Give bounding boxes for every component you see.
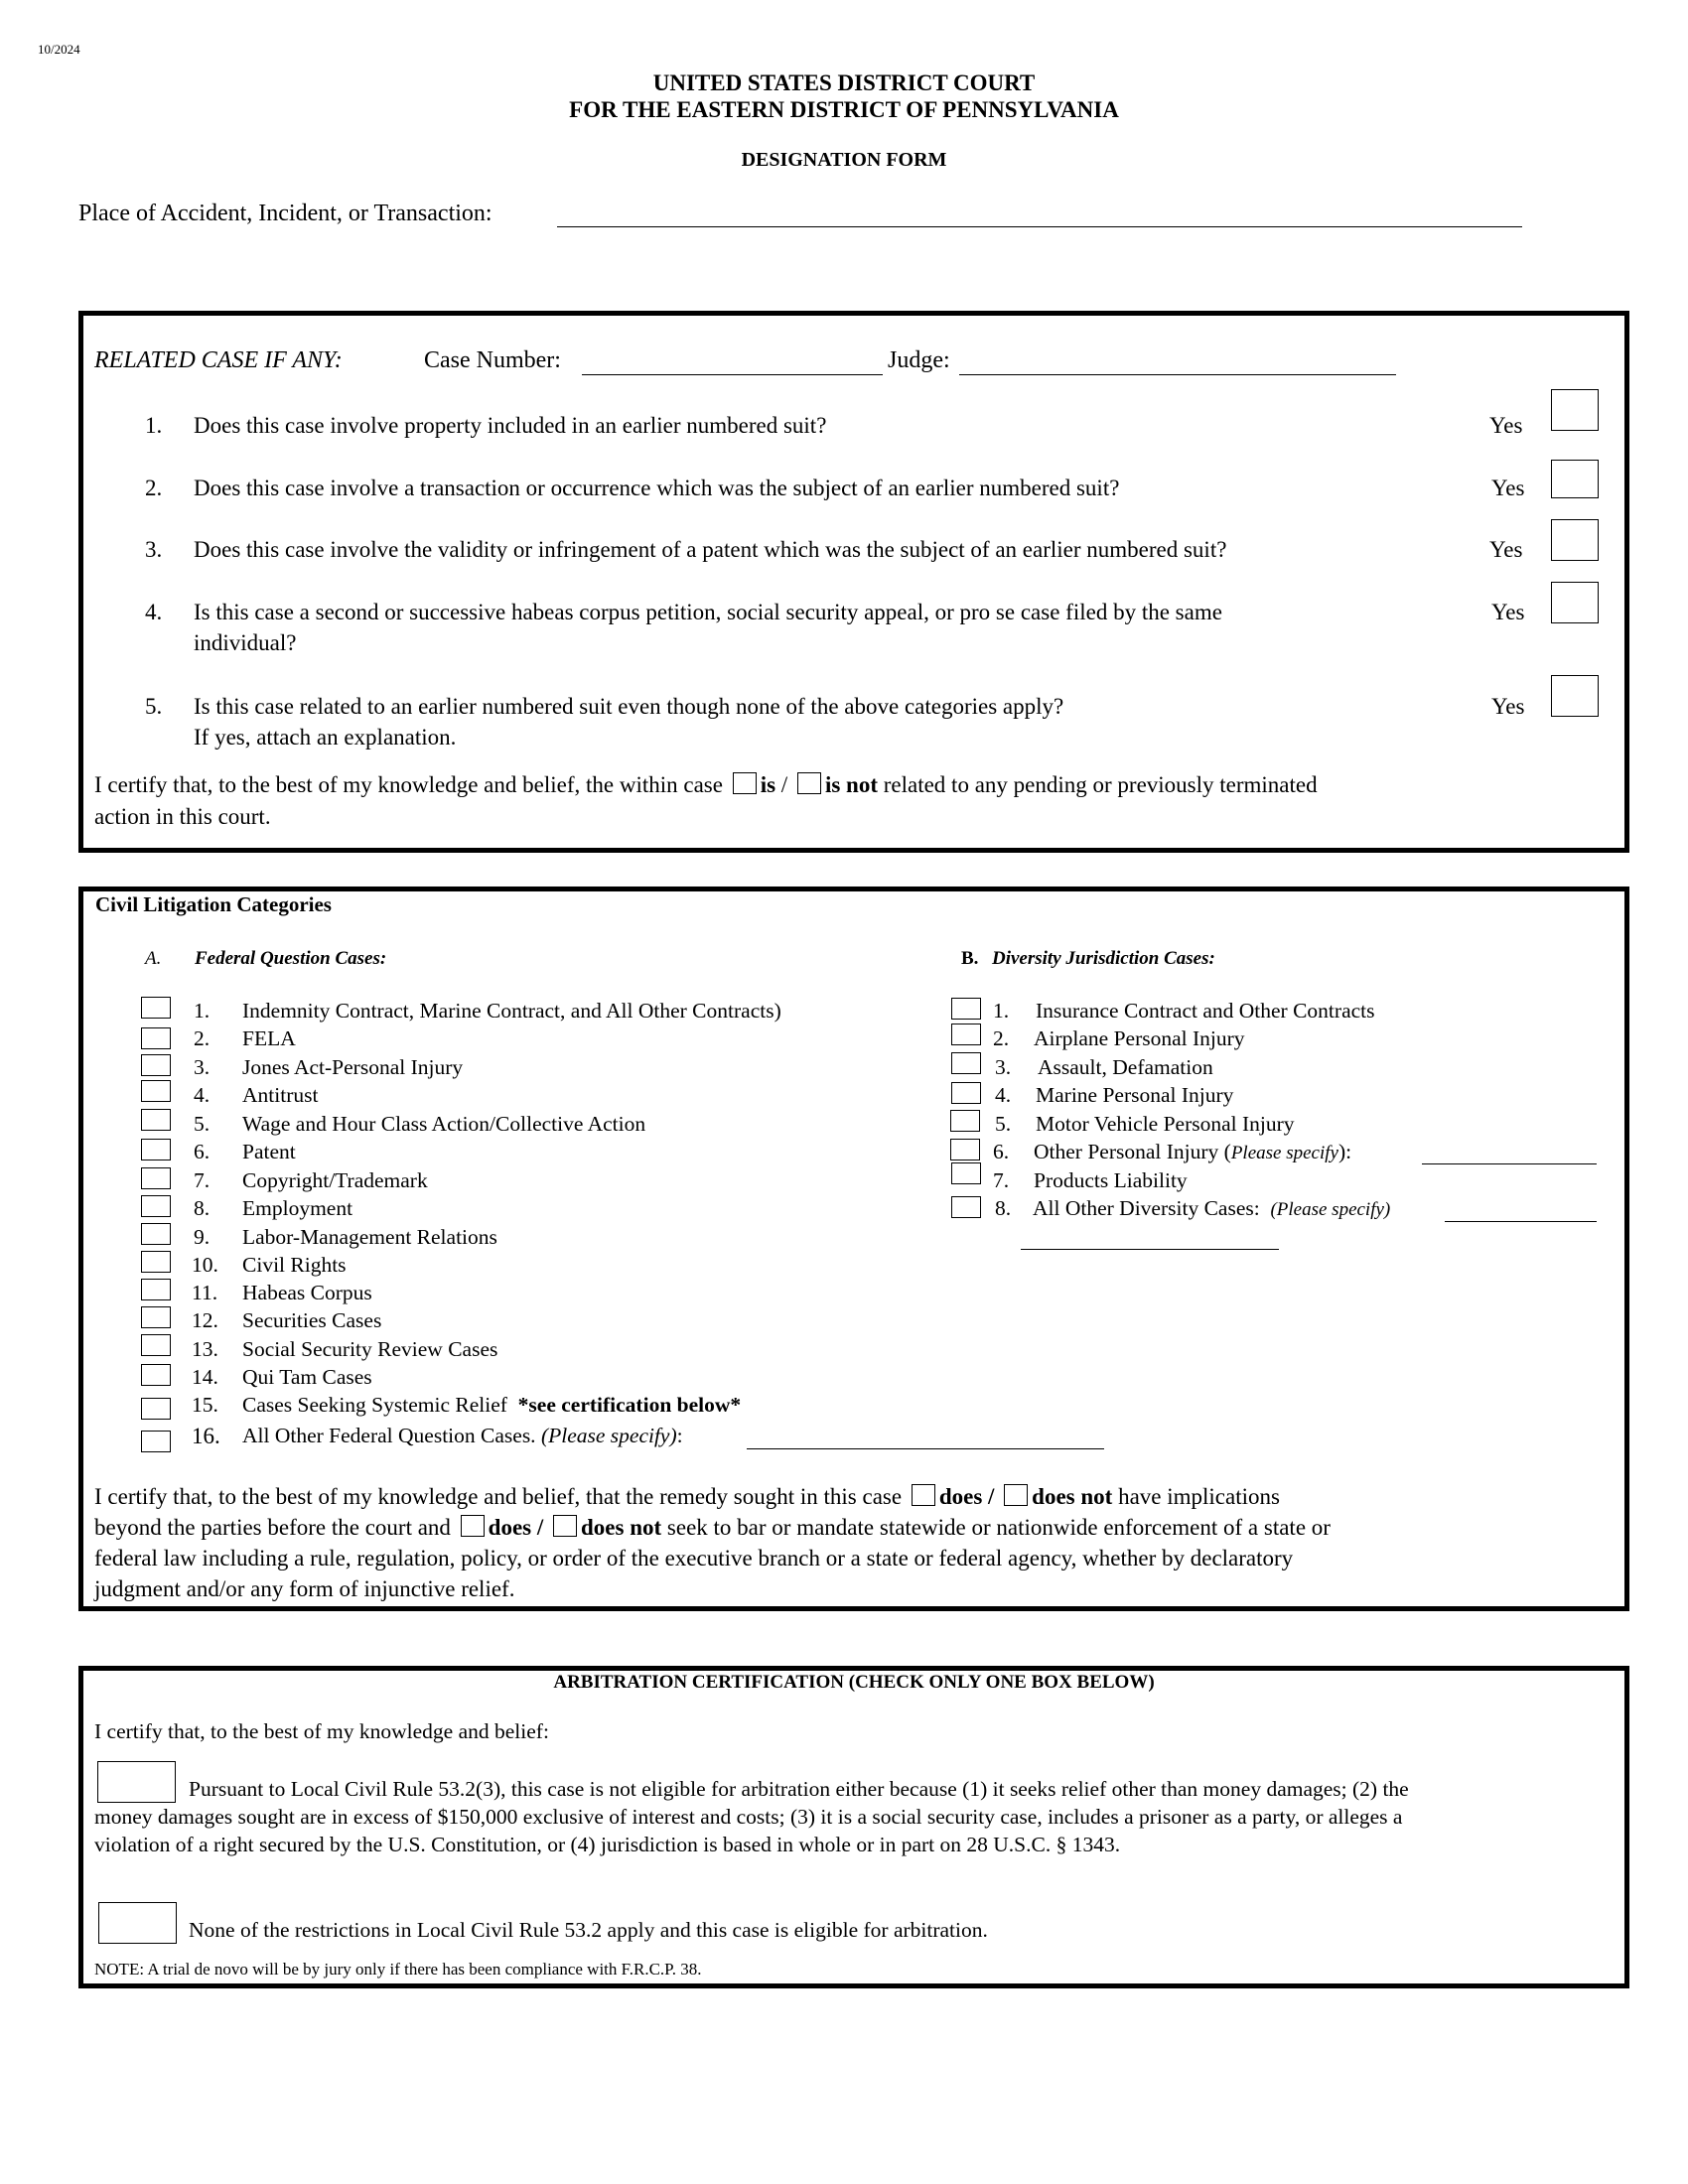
div-all-other-specify-input[interactable] bbox=[1445, 1221, 1597, 1222]
fq-checkbox-5[interactable] bbox=[141, 1109, 171, 1131]
div-num: 4. bbox=[995, 1083, 1012, 1107]
is-not-related-checkbox[interactable] bbox=[797, 772, 821, 794]
not-eligible-line2: money damages sought are in excess of $150,000 exclusive of interest and costs; (3) it is a social security case, includes a prisoner as a party, or alleges a bbox=[94, 1805, 1403, 1829]
colon: ): bbox=[1337, 1140, 1352, 1163]
certify-text: I certify that, to the best of my knowledge and belief, that the remedy sought in this case bbox=[94, 1484, 903, 1509]
not-eligible-line3: violation of a right secured by the U.S. Constitution, or (4) jurisdiction is based in whole or in part on 28 U.S.C. § 1343. bbox=[94, 1833, 1121, 1856]
form-version: 10/2024 bbox=[38, 42, 80, 57]
please-specify: (Please specify) bbox=[1270, 1199, 1391, 1220]
civil-title: Civil Litigation Categories bbox=[95, 892, 332, 916]
fq-checkbox-6[interactable] bbox=[141, 1139, 171, 1160]
fq-num: 6. bbox=[194, 1140, 211, 1163]
question-text: Is this case related to an earlier numbered suit even though none of the above categories apply? bbox=[194, 694, 1064, 719]
div-label-8 bbox=[1033, 1196, 1390, 1221]
question-number: 3. bbox=[145, 537, 163, 562]
fq-label: Employment bbox=[242, 1196, 353, 1220]
fq-label: Securities Cases bbox=[242, 1308, 382, 1332]
question-5-yes-checkbox[interactable] bbox=[1551, 675, 1599, 717]
question-text-cont: individual? bbox=[194, 630, 297, 655]
does-not-label: does not bbox=[1032, 1484, 1113, 1509]
court-name: UNITED STATES DISTRICT COURT bbox=[652, 70, 1036, 95]
fq-label: All Other Federal Question Cases. bbox=[242, 1424, 536, 1447]
systemic-certify-line1 bbox=[94, 1484, 1280, 1510]
div-checkbox-1[interactable] bbox=[951, 998, 981, 1020]
fq-label: Wage and Hour Class Action/Collective Action bbox=[242, 1112, 646, 1136]
yes-label: Yes bbox=[1489, 413, 1523, 438]
fq-num: 4. bbox=[194, 1083, 211, 1107]
section-a-title: Federal Question Cases: bbox=[195, 948, 387, 969]
case-number-input[interactable] bbox=[582, 374, 883, 375]
div-checkbox-3[interactable] bbox=[951, 1052, 981, 1074]
div-num: 1. bbox=[993, 999, 1010, 1023]
enforcement-does-not-checkbox[interactable] bbox=[553, 1515, 577, 1537]
fq-checkbox-2[interactable] bbox=[141, 1027, 171, 1049]
fq-label: Jones Act-Personal Injury bbox=[242, 1055, 464, 1079]
fq-num: 14. bbox=[192, 1365, 218, 1389]
certify-text: beyond the parties before the court and bbox=[94, 1515, 451, 1540]
is-not-label: is not bbox=[824, 772, 878, 797]
fq-num: 11. bbox=[192, 1281, 218, 1304]
question-text: Does this case involve property included in an earlier numbered suit? bbox=[194, 413, 827, 438]
div-num: 3. bbox=[995, 1055, 1012, 1079]
div-num: 2. bbox=[993, 1026, 1010, 1050]
div-label: Marine Personal Injury bbox=[1036, 1083, 1234, 1107]
div-label: Insurance Contract and Other Contracts bbox=[1036, 999, 1375, 1023]
fq-num: 2. bbox=[194, 1026, 211, 1050]
fq-label: FELA bbox=[242, 1026, 296, 1050]
fq-checkbox-3[interactable] bbox=[141, 1054, 171, 1076]
judge-label: Judge: bbox=[888, 347, 950, 373]
fq-num: 7. bbox=[194, 1168, 211, 1192]
section-b-title: Diversity Jurisdiction Cases: bbox=[992, 948, 1215, 969]
div-label: All Other Diversity Cases: bbox=[1033, 1196, 1260, 1220]
div-checkbox-4[interactable] bbox=[951, 1082, 981, 1104]
separator: / bbox=[780, 772, 788, 797]
trial-de-novo-note: NOTE: A trial de novo will be by jury only if there has been compliance with F.R.C.P. 38. bbox=[94, 1960, 702, 1979]
systemic-certify-line4: judgment and/or any form of injunctive relief. bbox=[94, 1576, 515, 1601]
eligible-checkbox[interactable] bbox=[98, 1902, 177, 1944]
systemic-certify-line3: federal law including a rule, regulation, policy, or order of the executive branch or a state or federal agency, whether by declaratory bbox=[94, 1546, 1294, 1570]
yes-label: Yes bbox=[1491, 694, 1525, 719]
fq-label-15 bbox=[242, 1393, 741, 1418]
section-a-letter: A. bbox=[145, 948, 162, 969]
question-number: 4. bbox=[145, 600, 163, 624]
fq-checkbox-12[interactable] bbox=[141, 1306, 171, 1328]
fq-label: Civil Rights bbox=[242, 1253, 347, 1277]
yes-label: Yes bbox=[1491, 600, 1525, 624]
fq-label: Labor-Management Relations bbox=[242, 1225, 497, 1249]
fq-num: 5. bbox=[194, 1112, 211, 1136]
div-num: 5. bbox=[995, 1112, 1012, 1136]
place-input[interactable] bbox=[557, 226, 1522, 227]
question-number: 5. bbox=[145, 694, 163, 719]
yes-label: Yes bbox=[1489, 537, 1523, 562]
fq-label: Qui Tam Cases bbox=[242, 1365, 372, 1389]
does-label: does / bbox=[938, 1484, 995, 1509]
systemic-certify-line2 bbox=[94, 1515, 1331, 1541]
fq-checkbox-8[interactable] bbox=[141, 1195, 171, 1217]
does-not-label: does not bbox=[581, 1515, 662, 1540]
fq-label: Social Security Review Cases bbox=[242, 1337, 498, 1361]
does-label: does / bbox=[488, 1515, 544, 1540]
fq-num: 12. bbox=[192, 1308, 218, 1332]
fq-num: 15. bbox=[192, 1393, 218, 1417]
eligible-text: None of the restrictions in Local Civil Rule 53.2 apply and this case is eligible for arbitration. bbox=[189, 1918, 988, 1942]
div-num: 6. bbox=[993, 1140, 1010, 1163]
is-label: is bbox=[760, 772, 776, 797]
div-num: 8. bbox=[995, 1196, 1012, 1220]
fq-num: 16. bbox=[192, 1424, 220, 1448]
related-certify-line2: action in this court. bbox=[94, 804, 271, 829]
fq-checkbox-11[interactable] bbox=[141, 1279, 171, 1300]
fq-checkbox-15[interactable] bbox=[141, 1398, 171, 1420]
div-checkbox-5[interactable] bbox=[950, 1110, 980, 1132]
div-checkbox-2[interactable] bbox=[951, 1024, 981, 1045]
question-text: Does this case involve the validity or infringement of a patent which was the subject of an earlier numbered suit? bbox=[194, 537, 1227, 562]
fq-label: Patent bbox=[242, 1140, 296, 1163]
fq-num: 9. bbox=[194, 1225, 211, 1249]
judge-input[interactable] bbox=[959, 374, 1396, 375]
fq-num: 3. bbox=[194, 1055, 211, 1079]
fq-checkbox-13[interactable] bbox=[141, 1334, 171, 1356]
related-certify-line1 bbox=[94, 772, 1318, 798]
fq-checkbox-10[interactable] bbox=[141, 1251, 171, 1273]
question-3-yes-checkbox[interactable] bbox=[1551, 519, 1599, 561]
remedy-does-not-checkbox[interactable] bbox=[1004, 1484, 1028, 1506]
div-other-pi-specify-input[interactable] bbox=[1422, 1163, 1597, 1164]
court-district: FOR THE EASTERN DISTRICT OF PENNSYLVANIA bbox=[569, 97, 1119, 122]
fq-label: Antitrust bbox=[242, 1083, 319, 1107]
question-4-yes-checkbox[interactable] bbox=[1551, 582, 1599, 623]
place-label: Place of Accident, Incident, or Transaction: bbox=[78, 201, 492, 226]
is-related-checkbox[interactable] bbox=[733, 772, 757, 794]
see-certification-note: *see certification below* bbox=[517, 1393, 742, 1417]
fq-other-specify-input[interactable] bbox=[747, 1448, 1104, 1449]
div-all-other-specify-input-line2[interactable] bbox=[1021, 1249, 1279, 1250]
arbitration-intro: I certify that, to the best of my knowledge and belief: bbox=[94, 1719, 549, 1743]
question-1-yes-checkbox[interactable] bbox=[1551, 389, 1599, 431]
div-label: Products Liability bbox=[1034, 1168, 1188, 1192]
fq-label: Cases Seeking Systemic Relief bbox=[242, 1393, 507, 1417]
div-num: 7. bbox=[993, 1168, 1010, 1192]
fq-checkbox-14[interactable] bbox=[141, 1364, 171, 1386]
fq-checkbox-7[interactable] bbox=[141, 1167, 171, 1189]
question-number: 1. bbox=[145, 413, 163, 438]
div-checkbox-8[interactable] bbox=[951, 1196, 981, 1218]
div-label: Assault, Defamation bbox=[1038, 1055, 1213, 1079]
fq-num: 8. bbox=[194, 1196, 211, 1220]
not-eligible-checkbox[interactable] bbox=[97, 1761, 176, 1803]
question-text: Is this case a second or successive habeas corpus petition, social security appeal, or pro se case filed by the same bbox=[194, 600, 1222, 624]
div-label: Airplane Personal Injury bbox=[1034, 1026, 1245, 1050]
div-label: Motor Vehicle Personal Injury bbox=[1036, 1112, 1295, 1136]
fq-num: 1. bbox=[194, 999, 211, 1023]
enforcement-does-checkbox[interactable] bbox=[461, 1515, 485, 1537]
fq-label: Indemnity Contract, Marine Contract, and All Other Contracts) bbox=[242, 999, 781, 1023]
please-specify: Please specify bbox=[1230, 1143, 1338, 1163]
fq-label: Habeas Corpus bbox=[242, 1281, 372, 1304]
div-label-6 bbox=[1034, 1140, 1351, 1164]
div-label: Other Personal Injury ( bbox=[1034, 1140, 1231, 1163]
div-checkbox-7[interactable] bbox=[951, 1162, 981, 1184]
fq-checkbox-4[interactable] bbox=[141, 1080, 171, 1102]
remedy-does-checkbox[interactable] bbox=[912, 1484, 935, 1506]
fq-num: 13. bbox=[192, 1337, 218, 1361]
question-2-yes-checkbox[interactable] bbox=[1551, 460, 1599, 498]
case-number-label: Case Number: bbox=[424, 347, 561, 373]
form-title: DESIGNATION FORM bbox=[741, 149, 947, 171]
colon: : bbox=[676, 1424, 683, 1447]
certify-text: seek to bar or mandate statewide or nationwide enforcement of a state or bbox=[666, 1515, 1331, 1540]
fq-checkbox-9[interactable] bbox=[141, 1223, 171, 1245]
section-b-letter: B. bbox=[961, 948, 979, 969]
arbitration-title: ARBITRATION CERTIFICATION (CHECK ONLY ONE BOX BELOW) bbox=[553, 1672, 1155, 1693]
fq-checkbox-16[interactable] bbox=[141, 1431, 171, 1452]
question-number: 2. bbox=[145, 476, 163, 500]
fq-label-16 bbox=[242, 1424, 683, 1448]
yes-label: Yes bbox=[1491, 476, 1525, 500]
fq-num: 10. bbox=[192, 1253, 218, 1277]
certify-text: have implications bbox=[1118, 1484, 1280, 1509]
question-text-cont: If yes, attach an explanation. bbox=[194, 725, 457, 750]
please-specify: (Please specify) bbox=[540, 1424, 677, 1447]
certify-text: I certify that, to the best of my knowledge and belief, the within case bbox=[94, 772, 723, 797]
div-checkbox-6[interactable] bbox=[950, 1139, 980, 1160]
fq-checkbox-1[interactable] bbox=[141, 997, 171, 1019]
related-case-heading: RELATED CASE IF ANY: bbox=[94, 347, 343, 373]
not-eligible-line1: Pursuant to Local Civil Rule 53.2(3), this case is not eligible for arbitration either because (1) it seeks relief other than money damages; (2) the bbox=[189, 1777, 1409, 1801]
question-text: Does this case involve a transaction or occurrence which was the subject of an earlier numbered suit? bbox=[194, 476, 1120, 500]
certify-text: related to any pending or previously terminated bbox=[883, 772, 1318, 797]
fq-label: Copyright/Trademark bbox=[242, 1168, 428, 1192]
